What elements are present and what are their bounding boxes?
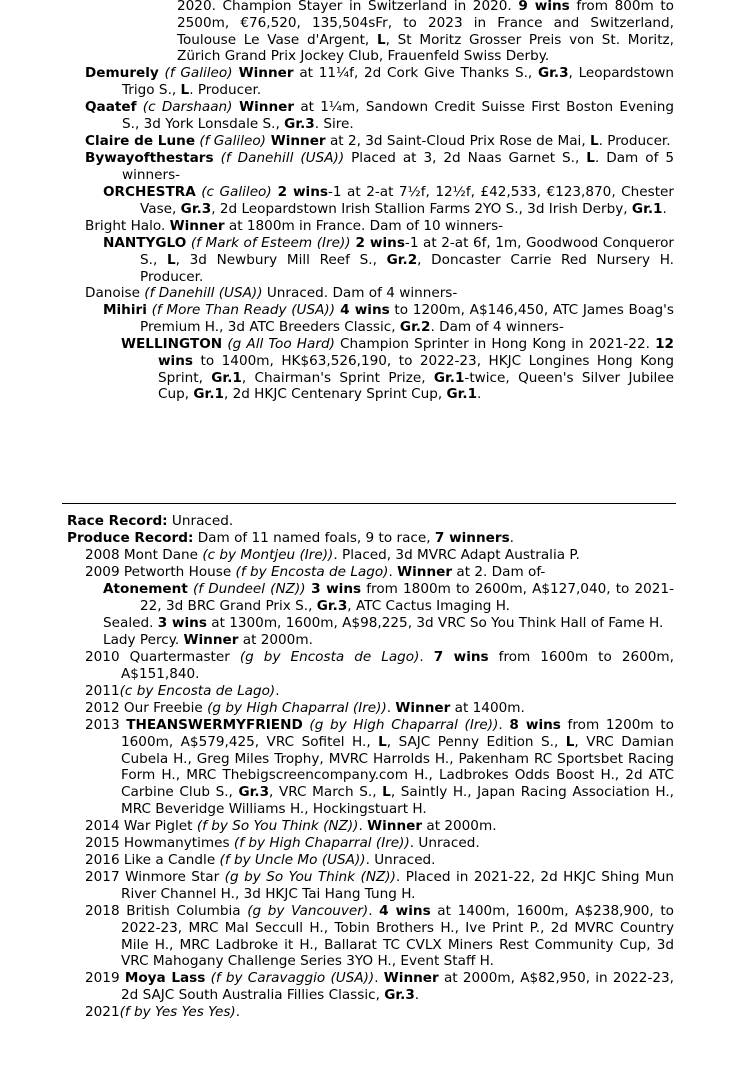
text: Lady Percy.	[103, 632, 184, 648]
text: , VRC Damian Cubela H., Greg Miles Trophy, MVRC Harrolds H., Pakenham RC Sportsbet Racing Form H., MRC Thebigscreencompany.com H., Ladbrokes Odds Boost H., 2d ATC Carbine Club S.,	[121, 733, 674, 801]
entry-p2010	[85, 649, 674, 683]
italic-pedigree: (f Danehill (USA))	[144, 285, 263, 301]
text: 2009 Petworth House	[85, 564, 236, 580]
text: from 800m to 2500m, €76,520, 135,504sFr, to 2023 in France and Switzerland, Toulouse Le Vase d'Argent,	[177, 0, 674, 48]
bold-text: Winner	[265, 133, 326, 149]
bold-text: L	[382, 784, 391, 801]
text: , 2d Leopardstown Irish Stallion Farms 2YO S., 3d Irish Derby,	[211, 200, 632, 217]
text: .	[358, 818, 368, 834]
bold-text: Gr.3	[537, 65, 569, 81]
italic-pedigree: (f by Caravaggio (USA))	[205, 970, 375, 986]
entry-brighthalo	[85, 218, 674, 235]
text: at 1800m in France. Dam of 10 winners-	[224, 218, 504, 234]
text: , Saintly H., Japan Racing Association H., MRC Beveridge Williams H., Hockingstuart H.	[121, 784, 674, 817]
bold-text: Gr.3	[384, 986, 415, 1003]
text: to 1200m, A$146,450, ATC James Boag's Premium H., 3d ATC Breeders Classic,	[140, 302, 674, 335]
text: .	[662, 200, 667, 217]
entry-demurely	[85, 65, 674, 99]
text: . Placed, 3d MVRC Adapt Australia P.	[333, 547, 580, 563]
bold-text: 4 wins	[379, 903, 431, 919]
bold-text: 7 wins	[433, 649, 489, 665]
text: . Placed in 2021-22, 2d HKJC Shing Mun River Channel H., 3d HKJC Tai Hang Tung H.	[121, 869, 674, 902]
bold-text: L	[378, 733, 387, 750]
bold-text: 4 wins	[335, 302, 390, 318]
text: .	[414, 986, 420, 1003]
italic-pedigree: (f by Encosta de Lago)	[235, 564, 389, 580]
text: .	[374, 970, 384, 986]
text: .	[386, 700, 396, 716]
entry-wellington	[121, 336, 674, 403]
bold-text: L	[180, 81, 190, 98]
text: , Leopardstown Trigo S.,	[122, 65, 674, 98]
bold-text: 3 wins	[157, 615, 207, 631]
text: at 1300m, 1600m, A$98,225, 3d VRC So You Think Hall of Fame H.	[206, 615, 664, 631]
text: 2014 War Piglet	[85, 818, 197, 834]
bold-text: Gr.1	[433, 369, 465, 386]
text: .	[419, 649, 434, 665]
bold-text: 12 wins	[158, 336, 674, 369]
text: . Producer.	[598, 133, 671, 149]
italic-pedigree: (f Danehill (USA))	[213, 150, 345, 166]
italic-pedigree: (g by So You Think (NZ))	[224, 869, 396, 885]
bold-text: Gr.1	[446, 386, 478, 403]
bold-text: Moya Lass	[124, 970, 206, 986]
italic-pedigree: (f More Than Ready (USA))	[146, 302, 336, 318]
text: at 2000m, A$82,950, in 2022-23, 2d SAJC South Australia Fillies Classic,	[121, 970, 674, 1003]
section-divider	[62, 503, 676, 504]
entry-atonement	[103, 581, 674, 615]
text: 2018 British Columbia	[85, 903, 248, 919]
bold-text: L	[565, 733, 575, 750]
entry-ladypercy	[103, 632, 674, 649]
bold-text: 2 wins	[271, 184, 328, 200]
text: Bright Halo.	[85, 218, 170, 234]
italic-pedigree: (g by Vancouver)	[247, 903, 369, 919]
entry-cont1	[177, 0, 674, 65]
bold-text: 7 winners	[434, 530, 510, 546]
text: .	[368, 903, 380, 919]
bold-text: Gr.2	[386, 251, 418, 268]
text: 2012 Our Freebie	[85, 700, 208, 716]
text: . Unraced.	[409, 835, 480, 851]
bold-text: Bywayofthestars	[85, 150, 214, 166]
text: from 1200m to 1600m, A$579,425, VRC Sofitel H.,	[121, 717, 674, 750]
bold-text: Winner	[367, 818, 423, 834]
text: , SAJC Penny Edition S.,	[386, 733, 566, 750]
text: . Producer.	[189, 81, 262, 98]
bold-text: Gr.3	[180, 200, 212, 217]
italic-pedigree: (c Galileo)	[195, 184, 272, 200]
text: , St Moritz Grosser Preis von St. Moritz, Zürich Grand Prix Jockey Club, Frauenfeld Swiss Derby.	[177, 31, 674, 65]
bold-text: Mihiri	[103, 302, 147, 318]
entry-p2017	[85, 869, 674, 903]
text: at 2, 3d Saint-Cloud Prix Rose de Mai,	[325, 133, 590, 149]
italic-pedigree: (g by High Chaparral (Ire))	[207, 700, 387, 716]
entry-produce-record	[67, 530, 674, 547]
entry-p2019	[85, 970, 674, 1004]
entry-p2018	[85, 903, 674, 970]
bold-text: 8 wins	[509, 717, 561, 733]
entry-sealed	[103, 615, 674, 632]
bold-text: L	[586, 150, 595, 166]
entry-p2011	[85, 683, 674, 700]
text: -twice, Queen's Silver Jubilee Cup,	[158, 369, 674, 403]
entry-p2008	[85, 547, 674, 564]
text: 2021	[85, 1004, 120, 1020]
italic-pedigree: (f Mark of Esteem (Ire))	[186, 235, 351, 251]
text: 2016 Like a Candle	[85, 852, 220, 868]
text: -1 at 2-at 7½f, 12½f, £42,533, €123,870, Chester Vase,	[140, 184, 674, 217]
bold-text: Qaatef	[85, 99, 137, 115]
entry-p2014	[85, 818, 674, 835]
bold-text: L	[166, 251, 176, 268]
italic-pedigree: (g by Encosta de Lago)	[239, 649, 420, 665]
entry-p2016	[85, 852, 674, 869]
text: .	[477, 386, 482, 403]
italic-pedigree: (f Dundeel (NZ))	[187, 581, 306, 597]
bold-text: L	[589, 133, 599, 149]
text: .	[235, 1004, 241, 1020]
text: .	[498, 717, 510, 733]
italic-pedigree: (g by High Chaparral (Ire))	[302, 717, 499, 733]
bold-text: Winner	[383, 970, 439, 986]
bold-text: Claire de Lune	[85, 133, 196, 149]
text: . Sire.	[314, 115, 354, 132]
bold-text: Winner	[397, 564, 453, 580]
bold-text: NANTYGLO	[103, 235, 187, 251]
italic-pedigree: (f Galileo)	[158, 65, 233, 81]
text: 2008 Mont Dane	[85, 547, 203, 563]
bold-text: Winner	[169, 218, 225, 234]
italic-pedigree: (f by Uncle Mo (USA))	[219, 852, 366, 868]
text: , VRC March S.,	[269, 784, 383, 801]
text: from 1800m to 2600m, A$127,040, to 2021-22, 3d BRC Grand Prix S.,	[140, 581, 674, 614]
text: 2015 Howmanytimes	[85, 835, 234, 851]
bold-text: Winner	[232, 65, 294, 81]
bold-text: Gr.3	[238, 784, 270, 801]
text: to 1400m, HK$63,526,190, to 2022-23, HKJC Longines Hong Kong Sprint,	[158, 352, 674, 386]
text: Sealed.	[103, 615, 158, 631]
entry-mihiri	[103, 302, 674, 336]
entry-p2009	[85, 564, 674, 581]
bold-text: Race Record:	[67, 513, 168, 529]
text: Champion Sprinter in Hong Kong in 2021-22.	[334, 336, 656, 352]
text: Dam of 11 named foals, 9 to race,	[193, 530, 435, 546]
bold-text: Gr.3	[284, 115, 315, 132]
text: at 1400m.	[450, 700, 525, 716]
italic-pedigree: (f Galileo)	[195, 133, 266, 149]
text: .	[388, 564, 398, 580]
text: 2011	[85, 683, 120, 699]
text: Placed at 3, 2d Naas Garnet S.,	[344, 150, 587, 166]
text: .	[275, 683, 280, 699]
italic-pedigree: (f by Yes Yes Yes)	[119, 1004, 236, 1020]
bold-text: 3 wins	[305, 581, 362, 597]
bold-text: ORCHESTRA	[103, 184, 196, 200]
text: at 2000m.	[238, 632, 313, 648]
bold-text: 2 wins	[350, 235, 405, 251]
entry-qaatef	[85, 99, 674, 133]
italic-pedigree: (c Darshaan)	[136, 99, 233, 115]
entry-p2012	[85, 700, 674, 717]
italic-pedigree: (g All Too Hard)	[222, 336, 335, 352]
text: from 1600m to 2600m, A$151,840.	[121, 649, 674, 682]
bold-text: WELLINGTON	[121, 336, 223, 352]
bold-text: Gr.2	[399, 318, 431, 335]
bold-text: L	[376, 31, 386, 48]
entry-nantyglo	[103, 235, 674, 285]
entry-race-record	[67, 513, 674, 530]
italic-pedigree: (f by High Chaparral (Ire))	[233, 835, 410, 851]
bold-text: Winner	[232, 99, 295, 115]
bold-text: Gr.1	[193, 386, 224, 403]
bold-text: Winner	[183, 632, 239, 648]
entry-p2021	[85, 1004, 674, 1021]
text: . Dam of 4 winners-	[430, 318, 564, 335]
text: at 2. Dam of-	[452, 564, 546, 580]
text: . Dam of 5 winners-	[122, 150, 674, 183]
bold-text: Gr.1	[211, 369, 242, 386]
text: . Unraced.	[365, 852, 436, 868]
text: 2020. Champion Stayer in Switzerland in 2020.	[177, 0, 519, 14]
text: , 2d HKJC Centenary Sprint Cup,	[223, 386, 447, 403]
text: at 2000m.	[422, 818, 497, 834]
bold-text: Gr.1	[631, 200, 663, 217]
text: 2013	[85, 717, 127, 733]
text: at 1¼m, Sandown Credit Suisse First Boston Evening S., 3d York Lonsdale S.,	[122, 99, 674, 132]
bold-text: Winner	[395, 700, 451, 716]
text: .	[509, 530, 514, 546]
italic-pedigree: (c by Montjeu (Ire))	[202, 547, 334, 563]
text: at 1400m, 1600m, A$238,900, to 2022-23, MRC Mal Seccull H., Tobin Brothers H., Ive Print P., 2d MVRC Country Mile H., MRC Ladbroke it H., Ballarat TC CVLX Miners Rest Community Cup, 3d VRC Mahogany Challenge Series 3YO H., Event Staff H.	[121, 903, 674, 970]
text: , ATC Cactus Imaging H.	[347, 597, 511, 614]
bold-text: 9 wins	[518, 0, 570, 14]
bold-text: THEANSWERMYFRIEND	[126, 717, 303, 733]
bold-text: Demurely	[85, 65, 159, 81]
text: 2017 Winmore Star	[85, 869, 225, 885]
text: , 3d Newbury Mill Reef S.,	[175, 251, 387, 268]
text: -1 at 2-at 6f, 1m, Goodwood Conqueror S.,	[140, 235, 674, 268]
entry-danoise	[85, 285, 674, 302]
italic-pedigree: (c by Encosta de Lago)	[119, 683, 276, 699]
entry-bywayofthestars	[85, 150, 674, 184]
text: 2019	[85, 970, 125, 986]
text: Unraced. Dam of 4 winners-	[262, 285, 458, 301]
bold-text: Produce Record:	[67, 530, 194, 546]
entry-orchestra	[103, 184, 674, 218]
text: 2010 Quartermaster	[85, 649, 240, 665]
italic-pedigree: (f by So You Think (NZ))	[196, 818, 359, 834]
text: at 11¼f, 2d Cork Give Thanks S.,	[293, 65, 538, 81]
text: Danoise	[85, 285, 145, 301]
bold-text: Gr.3	[316, 597, 348, 614]
entry-p2013	[85, 717, 674, 818]
entry-claire	[85, 133, 674, 150]
text: , Doncaster Carrie Red Nursery H. Producer.	[140, 251, 674, 285]
entry-p2015	[85, 835, 674, 852]
text: Unraced.	[167, 513, 234, 529]
text: , Chairman's Sprint Prize,	[241, 369, 434, 386]
bold-text: Atonement	[103, 581, 188, 597]
